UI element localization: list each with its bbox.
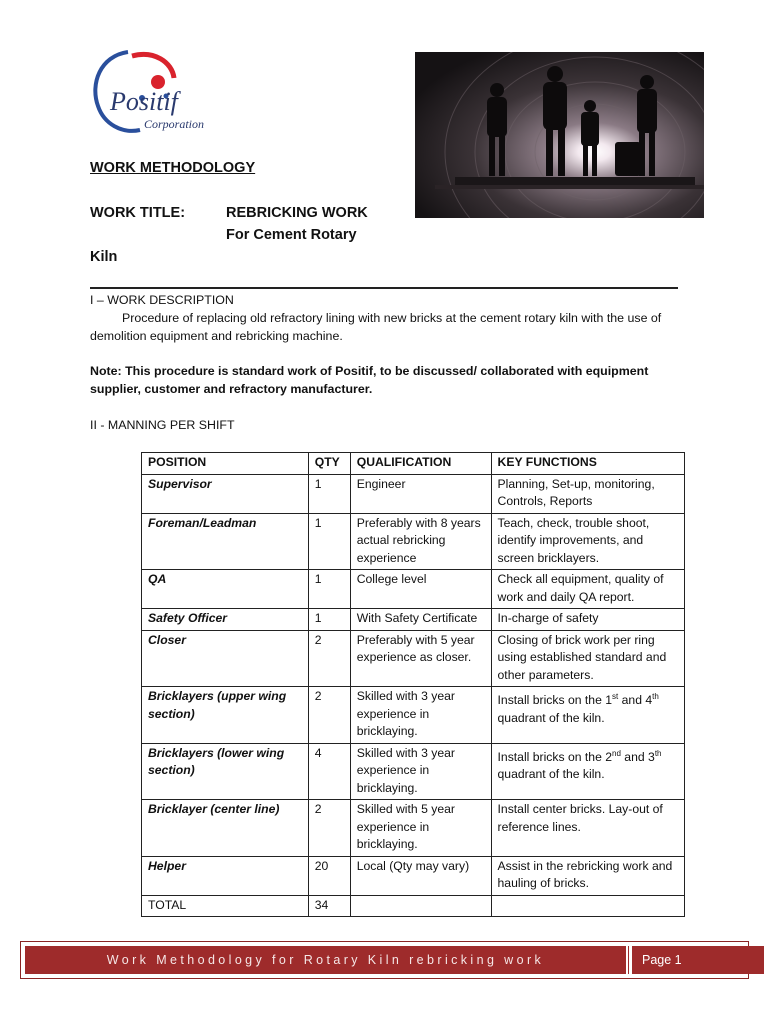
functions-cell: Install center bricks. Lay-out of reference lines. [491,800,684,857]
heading-divider [90,287,678,289]
svg-text:Positif: Positif [110,87,178,116]
qualification-cell: Local (Qty may vary) [350,856,491,895]
table-row [142,630,685,687]
position-cell: Safety Officer [142,609,309,631]
kiln-photo [415,52,704,218]
header-key-functions: KEY FUNCTIONS [491,453,684,475]
qualification-cell: Skilled with 3 year experience in bricklaying. [350,743,491,800]
table-total-row [142,895,685,917]
position-cell: Bricklayers (upper wing section) [142,687,309,744]
section1-body: Procedure of replacing old refractory lining with new bricks at the cement rotary kiln with the use of demolition equipment and rebricking machine. [90,311,662,343]
work-title-line1: REBRICKING WORK [226,205,368,221]
footer-divider [628,946,629,974]
empty-cell [491,895,684,917]
functions-text: and 4 [618,693,653,708]
header-position: POSITION [142,453,309,475]
work-title-line2: For Cement Rotary [226,227,357,243]
qty-cell: 1 [308,474,350,513]
functions-cell: In-charge of safety [491,609,684,631]
qualification-cell: With Safety Certificate [350,609,491,631]
table-header-row [142,453,685,475]
section2-title: II - MANNING PER SHIFT [90,418,235,432]
functions-text: quadrant of the kiln. [497,767,605,782]
table-row [142,474,685,513]
position-cell: Supervisor [142,474,309,513]
qualification-cell: Skilled with 3 year experience in bricklaying. [350,687,491,744]
table-row [142,513,685,570]
functions-text: Install bricks on the 1 [497,693,613,708]
empty-cell [350,895,491,917]
section1-note: Note: This procedure is standard work of Positif, to be discussed/ collaborated with equipment supplier, customer and refractory manufacturer. [90,364,649,396]
page-number: Page 1 [632,946,764,974]
qualification-cell: Preferably with 8 years actual rebricking experience [350,513,491,570]
ordinal-suffix: th [654,748,662,758]
qty-cell: 2 [308,800,350,857]
qualification-cell: College level [350,570,491,609]
svg-text:Corporation: Corporation [144,117,205,131]
qty-cell: 2 [308,630,350,687]
qty-cell: 1 [308,513,350,570]
position-cell: Helper [142,856,309,895]
document-type: WORK METHODOLOGY [90,160,256,176]
qty-cell: 1 [308,609,350,631]
functions-cell: Closing of brick work per ring using established standard and other parameters. [491,630,684,687]
table-row [142,856,685,895]
work-title-line3: Kiln [90,249,118,265]
functions-cell: Planning, Set-up, monitoring, Controls, Reports [491,474,684,513]
page-footer [20,941,749,979]
table-row [142,800,685,857]
company-logo [88,44,218,136]
work-title-label: WORK TITLE: [90,205,186,221]
total-label: TOTAL [142,895,309,917]
section1-title: I – WORK DESCRIPTION [90,293,234,307]
manning-table [141,452,685,917]
functions-text: quadrant of the kiln. [497,710,605,725]
position-cell: QA [142,570,309,609]
ordinal-suffix: nd [612,748,621,758]
table-row [142,609,685,631]
logo-graphic [88,44,218,136]
qualification-cell: Preferably with 5 year experience as closer. [350,630,491,687]
position-cell: Bricklayer (center line) [142,800,309,857]
functions-cell [491,687,684,744]
table-row [142,570,685,609]
footer-title: Work Methodology for Rotary Kiln rebricking work [25,946,626,974]
functions-cell: Check all equipment, quality of work and daily QA report. [491,570,684,609]
qualification-cell: Skilled with 5 year experience in bricklaying. [350,800,491,857]
functions-text: Install bricks on the 2 [497,749,613,764]
functions-cell [491,743,684,800]
header-qualification: QUALIFICATION [350,453,491,475]
position-cell: Bricklayers (lower wing section) [142,743,309,800]
ordinal-suffix: th [652,692,659,701]
position-cell: Closer [142,630,309,687]
functions-cell: Assist in the rebricking work and hauling of bricks. [491,856,684,895]
functions-text: and 3 [620,749,655,764]
functions-cell: Teach, check, trouble shoot, identify improvements, and screen bricklayers. [491,513,684,570]
qty-cell: 1 [308,570,350,609]
qty-cell: 20 [308,856,350,895]
position-cell: Foreman/Leadman [142,513,309,570]
qty-cell: 4 [308,743,350,800]
header-qty: QTY [308,453,350,475]
qty-cell: 2 [308,687,350,744]
table-row [142,687,685,744]
ordinal-suffix: st [612,692,619,701]
qualification-cell: Engineer [350,474,491,513]
table-row [142,743,685,800]
total-qty: 34 [308,895,350,917]
